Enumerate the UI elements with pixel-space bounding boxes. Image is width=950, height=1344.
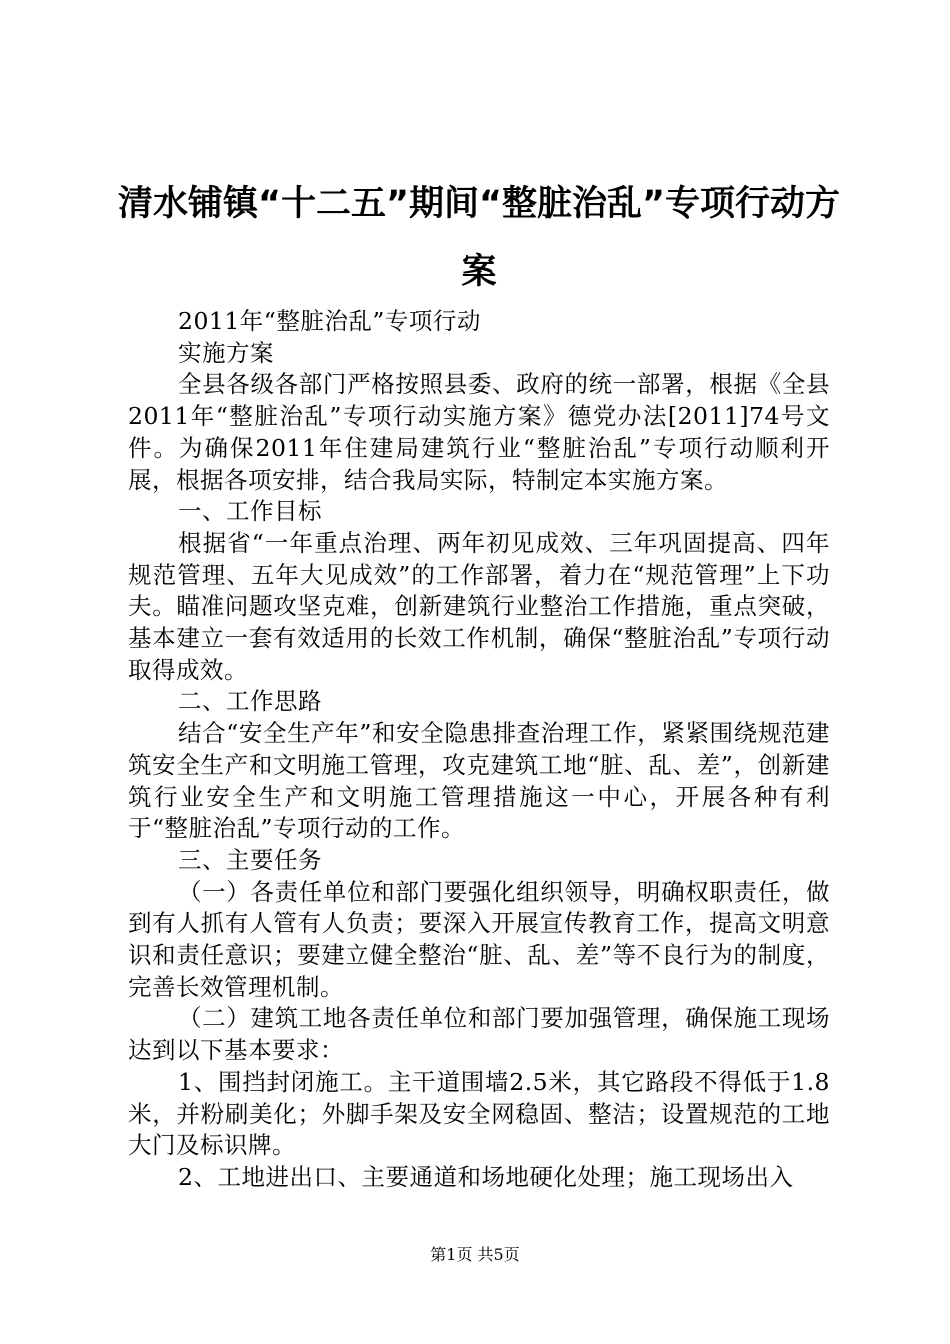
section-heading-1: 一、工作目标	[178, 497, 322, 526]
section-heading-3: 三、主要任务	[178, 845, 322, 874]
paragraph-6: （一）各责任单位和部门要强化组织领导，明确权职责任，做到有人抓有人管有人负责；要深入开展宣传教育工作，提高文明意识和责任意识；要建立健全整治“脏、乱、差”等不良行为的制度，完善长效管理机制。	[128, 877, 830, 1001]
paragraph-8: 1、围挡封闭施工。主干道围墙2.5米，其它路段不得低于1.8米，并粉刷美化；外脚手架及安全网稳固、整洁；设置规范的工地大门及标识牌。	[128, 1067, 830, 1160]
paragraph-2: 实施方案	[178, 338, 274, 367]
section-heading-2: 二、工作思路	[178, 687, 322, 716]
paragraph-7: （二）建筑工地各责任单位和部门要加强管理，确保施工现场达到以下基本要求：	[128, 1004, 830, 1065]
paragraph-4: 根据省“一年重点治理、两年初见成效、三年巩固提高、四年规范管理、五年大见成效”的工作部署，着力在“规范管理”上下功夫。瞄准问题攻坚克难，创新建筑行业整治工作措施，重点突破，基本建立一套有效适用的长效工作机制，确保“整脏治乱”专项行动取得成效。	[128, 528, 830, 684]
page-footer: 第1页 共5页	[430, 1245, 520, 1264]
paragraph-9: 2、工地进出口、主要通道和场地硬化处理；施工现场出入	[178, 1162, 794, 1191]
paragraph-3: 全县各级各部门严格按照县委、政府的统一部署，根据《全县2011年“整脏治乱”专项行动实施方案》德党办法[2011]74号文件。为确保2011年住建局建筑行业“整脏治乱”专项行动顺利开展，根据各项安排，结合我局实际，特制定本实施方案。	[128, 370, 830, 494]
paragraph-1: 2011年“整脏治乱”专项行动	[178, 307, 481, 335]
document-title: 清水铺镇“十二五”期间“整脏治乱”专项行动方案	[117, 184, 840, 292]
document-page	[117, 170, 840, 1194]
paragraph-5: 结合“安全生产年”和安全隐患排查治理工作，紧紧围绕规范建筑安全生产和文明施工管理，攻克建筑工地“脏、乱、差”，创新建筑行业安全生产和文明施工管理措施这一中心，开展各种有利于“整脏治乱”专项行动的工作。	[128, 719, 830, 843]
